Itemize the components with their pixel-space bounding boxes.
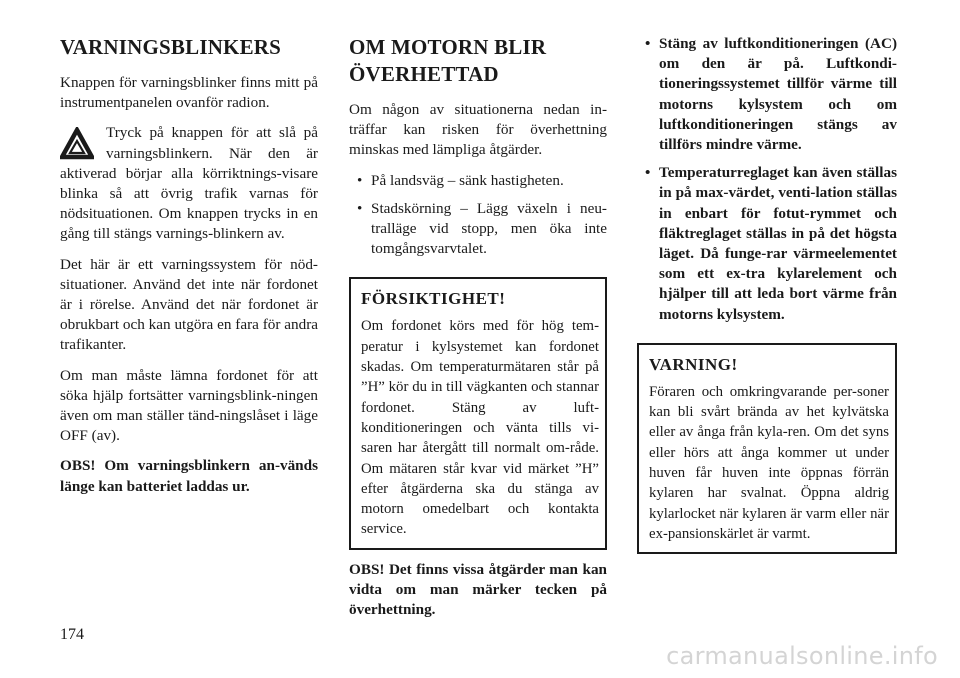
bullet-icon: • <box>645 164 651 182</box>
warning-box <box>637 343 897 554</box>
bullet-icon: • <box>357 199 363 217</box>
watermark: carmanualsonline.info <box>666 642 938 670</box>
paragraph-overheating-intro: Om någon av situationerna nedan in-träffar kan risken för överhettning minskas med lämpliga åtgärder. <box>349 101 607 159</box>
caution-box <box>349 277 607 549</box>
bullet-icon: • <box>645 35 651 52</box>
list-item: • Stäng av luftkonditioneringen (AC) om den är på. Luftkondi-tioneringssystemet tillför värme till motorns kylsystem och om luftkonditioneringen stängs av tillförs mindre värme. <box>645 35 897 154</box>
column-hazard-lights <box>60 34 318 507</box>
list-item: • Temperaturreglaget kan även ställas in på max-värdet, venti-lation ställas in enbart för fotut-rymmet och fläktreglaget ställas in på det högsta läget. Då funge-rar värmeelementet som ett ex-tra kylarelement och hjälper till att leda bort värme från motorns kylsystem. <box>645 164 897 323</box>
hazard-warning-triangle-icon <box>60 127 94 161</box>
list-item: • Stadskörning – Lägg växeln i neu-tralläge vid stopp, men öka inte tomgångsvarvtalet. <box>357 199 607 258</box>
caution-text: Om fordonet körs med för hög tem-peratur i kylsystemet kan fordonet skadas. Om temperaturmätaren står på ”H” kör du in till vägkanten och stannar fordonet. Stäng av luft-konditioneringen och vänta tills vi-saren har återgått till normalt om-råde. Om mätaren står kvar vid märket ”H” efter åtgärderna ska du stänga av motorn omedelbart och kontakta service. <box>361 318 599 538</box>
warning-title: VARNING! <box>649 354 738 374</box>
paragraph-emergency-system: Det här är ett varningssystem för nöd-situationer. Använd det inte när fordonet är i rörelse. Använd det när fordonet är obrukbart och kan utgöra en fara för andra trafikanter. <box>60 255 318 354</box>
warning-text: Föraren och omkringvarande per-soner kan bli svårt brända av het kylvätska eller av ånga från kyla-ren. Om det syns eller hörs att ånga kommer ut under huven får huven inte öppnas förrän kylaren har svalnat. Öppna aldrig kylarlocket när kylaren är varm eller när ex-pansionskärlet är varmt. <box>649 383 889 542</box>
paragraph-press-button: Tryck på knappen för att slå på varningsblinkern. När den är aktiverad börjar alla körriktnings-visare blinka så att övrig trafik varnas för nödsituationen. Om knappen trycks in en gång till stängs varnings-blinkern av. <box>60 124 318 243</box>
overheating-bullet-list <box>349 171 607 260</box>
heading-overheating: OM MOTORN BLIR ÖVERHETTAD <box>349 35 547 86</box>
column-overheating <box>349 34 607 630</box>
paragraph-button-location: Knappen för varningsblinker finns mitt på instrumentpanelen ovanför radion. <box>60 74 318 112</box>
hazard-instruction <box>60 123 318 244</box>
bullet-icon: • <box>357 171 363 189</box>
note-battery: OBS! Om varningsblinkern an-vänds länge kan batteriet laddas ur. <box>60 457 318 495</box>
caution-title: FÖRSIKTIGHET! <box>361 289 506 309</box>
note-overheating: OBS! Det finns vissa åtgärder man kan vidta om man märker tecken på överhettning. <box>349 560 607 619</box>
paragraph-leave-vehicle: Om man måste lämna fordonet för att söka hjälp fortsätter varningsblink-ningen även om man ställer tänd-ningslåset i läge OFF (av). <box>60 366 318 445</box>
page-number: 174 <box>60 626 84 643</box>
overheating-actions-list <box>637 34 897 325</box>
list-item: • På landsväg – sänk hastigheten. <box>349 171 607 191</box>
heading-hazard-lights: VARNINGSBLINKERS <box>60 35 282 59</box>
column-overheating-continued <box>637 34 897 564</box>
